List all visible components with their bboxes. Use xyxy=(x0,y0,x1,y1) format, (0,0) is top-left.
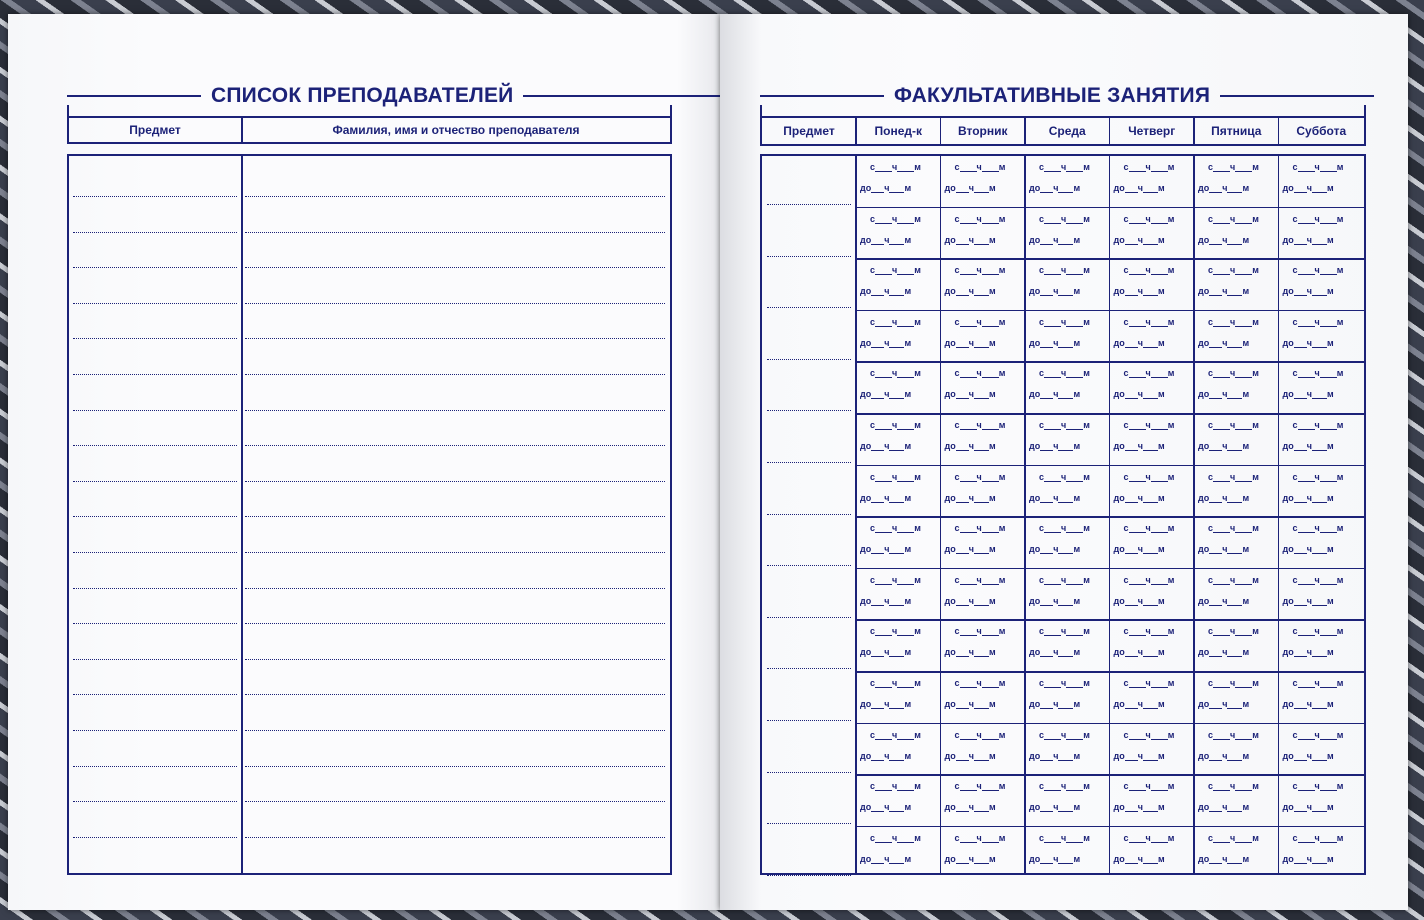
electives-table xyxy=(760,154,1366,875)
time-slot[interactable]: с ч м xyxy=(1123,316,1175,327)
time-slot[interactable]: с ч м xyxy=(1123,368,1175,379)
time-slot[interactable]: до ч м xyxy=(1029,595,1081,606)
time-slot[interactable]: с ч м xyxy=(954,162,1006,172)
time-slot[interactable]: с ч м xyxy=(1123,213,1175,224)
time-slot[interactable]: с ч м xyxy=(870,420,921,430)
time-slot[interactable]: до ч м xyxy=(944,183,996,193)
col-header-2: Вторник xyxy=(957,123,1008,138)
time-slot[interactable]: до ч м xyxy=(1113,750,1165,761)
subject-line[interactable] xyxy=(73,232,237,233)
time-slot[interactable]: до ч м xyxy=(1113,441,1165,451)
subject-line[interactable] xyxy=(767,462,851,463)
time-slot[interactable]: до ч м xyxy=(1113,234,1165,245)
col-header-0: Предмет xyxy=(783,123,835,138)
time-slot[interactable]: с ч м xyxy=(1208,523,1259,534)
time-slot[interactable]: с ч м xyxy=(954,316,1006,327)
time-slot[interactable]: с ч м xyxy=(954,678,1006,688)
time-slot[interactable]: с ч м xyxy=(954,574,1006,585)
time-slot[interactable]: с ч м xyxy=(1208,162,1259,172)
time-slot[interactable]: с ч м xyxy=(1039,678,1090,688)
teacher-name-line[interactable] xyxy=(245,481,665,482)
time-slot[interactable]: до ч м xyxy=(1029,492,1081,503)
subject-line[interactable] xyxy=(767,565,851,566)
time-slot[interactable]: до ч м xyxy=(1029,750,1081,761)
time-slot[interactable]: с ч м xyxy=(870,213,921,224)
time-slot[interactable]: с ч м xyxy=(1292,832,1344,843)
subject-line[interactable] xyxy=(73,267,237,268)
time-slot[interactable]: до ч м xyxy=(860,647,912,658)
time-slot[interactable]: до ч м xyxy=(1198,647,1250,658)
subject-line[interactable] xyxy=(73,801,237,802)
time-slot[interactable]: с ч м xyxy=(1123,471,1175,482)
teacher-name-line[interactable] xyxy=(245,516,665,517)
header-vline xyxy=(855,117,857,144)
teacher-name-line[interactable] xyxy=(245,232,665,233)
time-slot[interactable]: с ч м xyxy=(954,213,1006,224)
time-slot[interactable]: с ч м xyxy=(954,781,1006,792)
time-slot[interactable]: с ч м xyxy=(1292,781,1344,792)
time-slot[interactable]: с ч м xyxy=(1208,213,1259,224)
time-slot[interactable]: до ч м xyxy=(1282,337,1334,348)
subject-line[interactable] xyxy=(73,516,237,517)
time-slot[interactable]: до ч м xyxy=(860,337,912,348)
col-header-4: Четверг xyxy=(1128,123,1176,138)
time-slot[interactable]: до ч м xyxy=(1198,699,1250,709)
time-slot[interactable]: с ч м xyxy=(870,368,921,379)
row-divider xyxy=(856,310,1364,312)
row-divider xyxy=(856,361,1364,363)
time-slot[interactable]: до ч м xyxy=(860,802,912,813)
time-slot[interactable]: с ч м xyxy=(954,729,1006,740)
row-divider xyxy=(856,258,1364,260)
teacher-name-line[interactable] xyxy=(245,730,665,731)
time-slot[interactable]: с ч м xyxy=(1123,832,1175,843)
time-slot[interactable]: до ч м xyxy=(944,802,996,813)
time-slot[interactable]: до ч м xyxy=(1198,544,1250,555)
time-slot[interactable]: с ч м xyxy=(1039,626,1090,637)
time-slot[interactable]: с ч м xyxy=(870,678,921,688)
teacher-name-line[interactable] xyxy=(245,374,665,375)
time-slot[interactable]: до ч м xyxy=(1282,853,1334,864)
header-cells xyxy=(762,117,1364,144)
teacher-name-line[interactable] xyxy=(245,694,665,695)
table-vline xyxy=(855,156,857,873)
time-slot[interactable]: до ч м xyxy=(944,853,996,864)
teacher-name-line[interactable] xyxy=(245,837,665,838)
time-slot[interactable]: с ч м xyxy=(1123,523,1175,534)
subject-line[interactable] xyxy=(767,410,851,411)
time-slot[interactable]: до ч м xyxy=(1198,183,1250,193)
time-slot[interactable]: до ч м xyxy=(944,492,996,503)
time-slot[interactable]: до ч м xyxy=(1198,234,1250,245)
time-slot[interactable]: с ч м xyxy=(1123,626,1175,637)
subject-line[interactable] xyxy=(767,823,851,824)
subject-line[interactable] xyxy=(73,694,237,695)
time-slot[interactable]: с ч м xyxy=(1039,265,1090,276)
time-slot[interactable]: до ч м xyxy=(1282,183,1334,193)
time-slot[interactable]: до ч м xyxy=(944,647,996,658)
time-slot[interactable]: до ч м xyxy=(1113,492,1165,503)
row-divider xyxy=(856,723,1364,725)
row-divider xyxy=(856,516,1364,518)
time-slot[interactable]: до ч м xyxy=(1029,802,1081,813)
time-slot[interactable]: с ч м xyxy=(870,162,921,172)
time-slot[interactable]: с ч м xyxy=(1039,832,1090,843)
time-slot[interactable]: с ч м xyxy=(1292,368,1344,379)
time-slot[interactable]: с ч м xyxy=(1208,265,1259,276)
time-slot[interactable]: до ч м xyxy=(1198,441,1250,451)
row-divider xyxy=(856,671,1364,673)
time-slot[interactable]: с ч м xyxy=(1123,420,1175,430)
row-divider xyxy=(856,619,1364,621)
time-slot[interactable]: с ч м xyxy=(1039,471,1090,482)
time-slot[interactable]: с ч м xyxy=(1123,678,1175,688)
time-slot[interactable]: до ч м xyxy=(860,286,912,297)
time-slot[interactable]: до ч м xyxy=(1282,389,1334,400)
time-slot[interactable]: до ч м xyxy=(1029,441,1081,451)
time-slot[interactable]: до ч м xyxy=(1282,441,1334,451)
subject-line[interactable] xyxy=(73,552,237,553)
teacher-name-line[interactable] xyxy=(245,766,665,767)
time-slot[interactable]: до ч м xyxy=(944,337,996,348)
time-slot[interactable]: с ч м xyxy=(1123,162,1175,172)
time-slot[interactable]: с ч м xyxy=(1039,781,1090,792)
col-header-teacher-name: Фамилия, имя и отчество преподавателя xyxy=(332,122,580,137)
time-slot[interactable]: с ч м xyxy=(870,781,921,792)
time-slot[interactable]: до ч м xyxy=(1198,853,1250,864)
subject-line[interactable] xyxy=(73,338,237,339)
time-slot[interactable]: до ч м xyxy=(1282,234,1334,245)
time-slot[interactable]: до ч м xyxy=(1198,389,1250,400)
time-slot[interactable]: с ч м xyxy=(870,265,921,276)
subject-line[interactable] xyxy=(767,307,851,308)
time-slot[interactable]: с ч м xyxy=(870,729,921,740)
table-vline xyxy=(1109,156,1111,873)
time-slot[interactable]: с ч м xyxy=(1292,213,1344,224)
row-divider xyxy=(856,465,1364,467)
time-slot[interactable]: с ч м xyxy=(1292,420,1344,430)
time-slot[interactable]: до ч м xyxy=(1029,183,1081,193)
time-slot[interactable]: до ч м xyxy=(1282,802,1334,813)
time-slot[interactable]: до ч м xyxy=(1198,286,1250,297)
time-slot[interactable]: до ч м xyxy=(1282,544,1334,555)
time-slot[interactable]: с ч м xyxy=(954,626,1006,637)
table-vline xyxy=(1278,156,1280,873)
time-slot[interactable]: до ч м xyxy=(1113,802,1165,813)
time-slot[interactable]: с ч м xyxy=(954,832,1006,843)
teachers-table xyxy=(67,154,672,875)
time-slot[interactable]: с ч м xyxy=(1208,781,1259,792)
time-slot[interactable]: до ч м xyxy=(860,389,912,400)
time-slot[interactable]: до ч м xyxy=(1029,647,1081,658)
page-left xyxy=(8,14,720,910)
col-header-3: Среда xyxy=(1048,123,1086,138)
time-slot[interactable]: с ч м xyxy=(1208,316,1259,327)
time-slot[interactable]: до ч м xyxy=(944,544,996,555)
time-slot[interactable]: до ч м xyxy=(1282,647,1334,658)
subject-line[interactable] xyxy=(73,659,237,660)
time-slot[interactable]: до ч м xyxy=(860,750,912,761)
subject-line[interactable] xyxy=(73,837,237,838)
subject-line[interactable] xyxy=(767,359,851,360)
subject-line[interactable] xyxy=(73,196,237,197)
time-slot[interactable]: с ч м xyxy=(954,523,1006,534)
teacher-name-line[interactable] xyxy=(245,303,665,304)
subject-line[interactable] xyxy=(767,875,851,876)
teacher-name-line[interactable] xyxy=(245,445,665,446)
electives-header xyxy=(760,105,1366,146)
time-slot[interactable]: до ч м xyxy=(1113,595,1165,606)
time-slot[interactable]: с ч м xyxy=(1039,729,1090,740)
time-slot[interactable]: до ч м xyxy=(1113,337,1165,348)
row-divider xyxy=(856,774,1364,776)
row-divider xyxy=(856,413,1364,415)
time-slot[interactable]: с ч м xyxy=(1208,368,1259,379)
subject-line[interactable] xyxy=(73,303,237,304)
title-rule-right xyxy=(523,95,731,97)
time-slot[interactable]: с ч м xyxy=(954,265,1006,276)
teacher-name-line[interactable] xyxy=(245,410,665,411)
time-slot[interactable]: до ч м xyxy=(944,286,996,297)
time-slot[interactable]: до ч м xyxy=(1282,492,1334,503)
teacher-name-line[interactable] xyxy=(245,267,665,268)
time-slot[interactable]: до ч м xyxy=(1198,492,1250,503)
table-vline xyxy=(1024,156,1026,873)
time-slot[interactable]: с ч м xyxy=(1039,420,1090,430)
time-slot[interactable]: с ч м xyxy=(954,471,1006,482)
time-slot[interactable]: с ч м xyxy=(954,368,1006,379)
time-slot[interactable]: до ч м xyxy=(860,234,912,245)
row-divider xyxy=(856,207,1364,209)
time-slot[interactable]: до ч м xyxy=(1029,234,1081,245)
time-slot[interactable]: с ч м xyxy=(1123,574,1175,585)
time-slot[interactable]: с ч м xyxy=(870,832,921,843)
time-slot[interactable]: с ч м xyxy=(1123,265,1175,276)
time-slot[interactable]: с ч м xyxy=(1292,729,1344,740)
header-vline xyxy=(1193,117,1195,144)
subject-line[interactable] xyxy=(73,588,237,589)
time-slot[interactable]: до ч м xyxy=(944,595,996,606)
time-slot[interactable]: с ч м xyxy=(1039,523,1090,534)
teacher-name-line[interactable] xyxy=(245,801,665,802)
time-slot[interactable]: с ч м xyxy=(1039,316,1090,327)
time-slot[interactable]: до ч м xyxy=(1282,750,1334,761)
col-header-5: Пятница xyxy=(1211,123,1262,138)
time-slot[interactable]: с ч м xyxy=(954,420,1006,430)
time-slot[interactable]: до ч м xyxy=(860,853,912,864)
time-slot[interactable]: с ч м xyxy=(870,626,921,637)
header-vline xyxy=(940,117,942,144)
time-slot[interactable]: с ч м xyxy=(1039,162,1090,172)
col-header-6: Суббота xyxy=(1296,123,1347,138)
subject-line[interactable] xyxy=(73,730,237,731)
time-slot[interactable]: до ч м xyxy=(1282,699,1334,709)
time-slot[interactable]: до ч м xyxy=(944,699,996,709)
teacher-name-line[interactable] xyxy=(245,659,665,660)
teachers-header xyxy=(67,105,672,144)
table-vline xyxy=(1193,156,1195,873)
teacher-name-line[interactable] xyxy=(245,623,665,624)
time-slot[interactable]: с ч м xyxy=(1208,626,1259,637)
time-slot[interactable]: с ч м xyxy=(1292,265,1344,276)
time-slot[interactable]: с ч м xyxy=(870,316,921,327)
title-rule-right xyxy=(1220,95,1374,97)
time-slot[interactable]: до ч м xyxy=(860,699,912,709)
subject-line[interactable] xyxy=(767,204,851,205)
time-slot[interactable]: с ч м xyxy=(1123,729,1175,740)
time-slot[interactable]: с ч м xyxy=(1292,574,1344,585)
time-slot[interactable]: с ч м xyxy=(1208,832,1259,843)
time-slot[interactable]: до ч м xyxy=(1029,699,1081,709)
time-slot[interactable]: до ч м xyxy=(1113,286,1165,297)
subject-line[interactable] xyxy=(73,481,237,482)
time-slot[interactable]: с ч м xyxy=(1292,523,1344,534)
time-slot[interactable]: до ч м xyxy=(1029,544,1081,555)
time-slot[interactable]: до ч м xyxy=(1029,853,1081,864)
teacher-name-line[interactable] xyxy=(245,552,665,553)
time-slot[interactable]: с ч м xyxy=(1208,420,1259,430)
time-slot[interactable]: до ч м xyxy=(1198,802,1250,813)
subject-line[interactable] xyxy=(73,410,237,411)
header-vline xyxy=(1278,117,1280,144)
header-vline xyxy=(1024,117,1026,144)
time-slot[interactable]: до ч м xyxy=(1029,286,1081,297)
time-slot[interactable]: до ч м xyxy=(860,544,912,555)
page-right xyxy=(720,14,1408,910)
time-slot[interactable]: с ч м xyxy=(1292,316,1344,327)
subject-line[interactable] xyxy=(767,514,851,515)
time-slot[interactable]: с ч м xyxy=(1039,213,1090,224)
header-vline xyxy=(1109,117,1111,144)
time-slot[interactable]: до ч м xyxy=(860,183,912,193)
page-title-teachers: СПИСОК ПРЕПОДАВАТЕЛЕЙ xyxy=(211,84,514,107)
title-rule-left xyxy=(760,95,884,97)
teacher-name-line[interactable] xyxy=(245,588,665,589)
time-slot[interactable]: до ч м xyxy=(944,441,996,451)
subject-line[interactable] xyxy=(767,720,851,721)
col-header-1: Понед-к xyxy=(874,123,922,138)
subject-line[interactable] xyxy=(767,772,851,773)
time-slot[interactable]: до ч м xyxy=(1113,853,1165,864)
subject-line[interactable] xyxy=(767,617,851,618)
time-slot[interactable]: до ч м xyxy=(1198,750,1250,761)
time-slot[interactable]: до ч м xyxy=(1113,647,1165,658)
time-slot[interactable]: до ч м xyxy=(860,492,912,503)
time-slot[interactable]: до ч м xyxy=(1113,544,1165,555)
time-slot[interactable]: с ч м xyxy=(1208,729,1259,740)
row-divider xyxy=(856,826,1364,828)
time-slot[interactable]: до ч м xyxy=(1282,286,1334,297)
time-slot[interactable]: с ч м xyxy=(1208,471,1259,482)
time-slot[interactable]: до ч м xyxy=(944,234,996,245)
subject-line[interactable] xyxy=(73,374,237,375)
row-divider xyxy=(856,568,1364,570)
time-slot[interactable]: с ч м xyxy=(1292,678,1344,688)
time-slot[interactable]: с ч м xyxy=(870,523,921,534)
time-slot[interactable]: с ч м xyxy=(1039,368,1090,379)
time-slot[interactable]: до ч м xyxy=(1113,183,1165,193)
table-vline xyxy=(940,156,942,873)
header-cells xyxy=(69,117,670,142)
teacher-name-line[interactable] xyxy=(245,338,665,339)
teachers-table-divider xyxy=(241,156,243,873)
time-slot[interactable]: с ч м xyxy=(1208,574,1259,585)
time-slot[interactable]: с ч м xyxy=(1292,471,1344,482)
teacher-name-line[interactable] xyxy=(245,196,665,197)
time-slot[interactable]: до ч м xyxy=(860,595,912,606)
title-rule-left xyxy=(67,95,201,97)
subject-line[interactable] xyxy=(73,445,237,446)
time-slot[interactable]: с ч м xyxy=(1292,626,1344,637)
page-title-electives: ФАКУЛЬТАТИВНЫЕ ЗАНЯТИЯ xyxy=(894,84,1211,107)
subject-line[interactable] xyxy=(73,766,237,767)
time-slot[interactable]: с ч м xyxy=(870,471,921,482)
time-slot[interactable]: до ч м xyxy=(944,750,996,761)
time-slot[interactable]: с ч м xyxy=(870,574,921,585)
subject-line[interactable] xyxy=(767,668,851,669)
time-slot[interactable]: до ч м xyxy=(1113,699,1165,709)
time-slot[interactable]: с ч м xyxy=(1292,162,1344,172)
time-slot[interactable]: до ч м xyxy=(1029,389,1081,400)
subject-line[interactable] xyxy=(767,256,851,257)
col-header-subject: Предмет xyxy=(129,122,181,137)
subject-line[interactable] xyxy=(73,623,237,624)
time-slot[interactable]: с ч м xyxy=(1039,574,1090,585)
time-slot[interactable]: до ч м xyxy=(1113,389,1165,400)
time-slot[interactable]: до ч м xyxy=(1198,337,1250,348)
time-slot[interactable]: до ч м xyxy=(860,441,912,451)
time-slot[interactable]: до ч м xyxy=(1198,595,1250,606)
time-slot[interactable]: до ч м xyxy=(1029,337,1081,348)
time-slot[interactable]: до ч м xyxy=(1282,595,1334,606)
time-slot[interactable]: с ч м xyxy=(1208,678,1259,688)
time-slot[interactable]: с ч м xyxy=(1123,781,1175,792)
time-slot[interactable]: до ч м xyxy=(944,389,996,400)
